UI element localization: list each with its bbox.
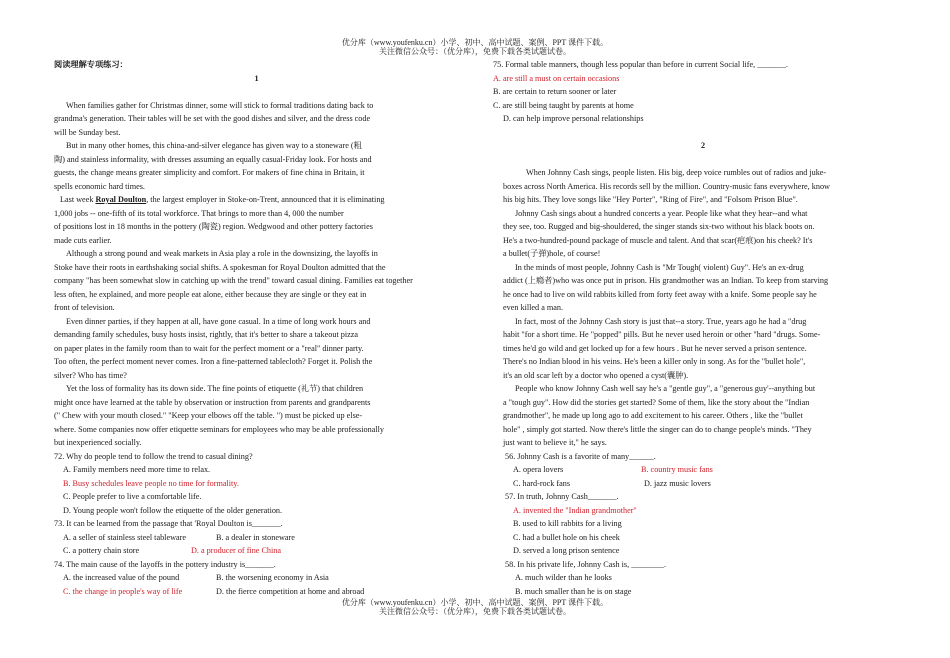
text-line: made cuts earlier. xyxy=(54,235,112,245)
text-line: habit "for a short time. He "popped" pills. But he never used heroin or other "hard "drugs. Some- xyxy=(503,330,821,339)
text-line: addict (上瘾者)who was once put in prison. His grandmother was an Indian. To keep from starving xyxy=(503,276,829,285)
option-a: A. Family members need more time to relax. xyxy=(63,465,211,474)
footer-line-2: 关注微信公众号：（优分库），免费下载各类试题试卷。 xyxy=(379,607,571,616)
text-line: just want to believe it," he says. xyxy=(503,438,607,447)
text-line: grandma's generation. Their tables will be set with the good dishes and silver, and the dress code xyxy=(54,114,371,123)
text-line: When Johnny Cash sings, people listen. His big, deep voice rumbles out of radios and juke- xyxy=(526,168,827,177)
text-line: Yet the loss of formality has its down side. The fine points of etiquette (礼节) that children xyxy=(66,384,364,393)
passage-2-paragraph-3 xyxy=(493,261,873,315)
option-b: B. the worsening economy in Asia xyxy=(216,573,329,582)
text-line: they see, too. Rugged and big-shouldered, the singer stands six-two without his black boots on. xyxy=(503,222,815,231)
text-line: Johnny Cash sings about a hundred concerts a year. People like what they hear--and what xyxy=(515,208,808,218)
question-75 xyxy=(493,58,873,126)
text-line: but inexperienced socially. xyxy=(54,438,142,447)
passage-2-paragraph-4 xyxy=(493,315,873,383)
text-line: Stoke have their roots in earthshaking social shifts. A spokesman for Royal Doulton admitted that the xyxy=(54,262,386,272)
option-a: A. much wilder than he looks xyxy=(515,573,612,582)
text-line: guests, the change means greater simplicity and comfort. For makers of fine china in Britain, it xyxy=(54,168,365,177)
option-a: A. opera lovers xyxy=(513,465,564,474)
text-line: a bullet(子弹)hole, of course! xyxy=(503,249,601,258)
text-line: boxes across North America. His records sell by the million. Country-music fans everywhere, know xyxy=(503,181,830,191)
text-line: Although a strong pound and weak markets in Asia play a role in the downsizing, the layoffs in xyxy=(66,249,378,258)
page-footer xyxy=(0,598,950,616)
text-line: 陶) and stainless informality, with dresses assuming an equally casual-Friday look. For hosts and xyxy=(54,154,372,164)
text-line: hole" , simply got started. Now there's little the singer can do to change people's minds. "They xyxy=(503,424,812,434)
text-line: even killed a man. xyxy=(503,303,564,312)
text-line: his big hits. They love songs like "Hey Porter", "Ring of Fire", and "Folsom Prison Blue". xyxy=(503,195,798,204)
option-b: B. a dealer in stoneware xyxy=(216,532,295,542)
text-line: might once have learned at the table by observation or instruction from parents and grandparents xyxy=(54,397,371,407)
option-row xyxy=(54,531,459,545)
passage-1-paragraph-4 xyxy=(54,247,459,315)
text-line: of positions lost in 18 months in the pottery (陶瓷) region. Wedgwood and other pottery factories xyxy=(54,222,373,231)
option-row xyxy=(493,477,873,491)
text-line: where. Some companies now offer etiquette seminars for employees who may be able professionally xyxy=(54,424,384,434)
question-72 xyxy=(54,450,459,518)
question-stem: 58. In his private life, Johnny Cash is, ________. xyxy=(505,559,667,569)
header-line-1: 优分库（www.youfenku.cn）小学、初中、高中试题、案例、PPT 课件下载。 xyxy=(341,38,609,47)
option-b: B. are certain to return sooner or later xyxy=(493,87,617,96)
option-a-answer: A. are still a must on certain occasions xyxy=(493,73,620,83)
question-74 xyxy=(54,558,459,599)
passage-2-paragraph-2 xyxy=(493,207,873,261)
option-row xyxy=(54,571,459,585)
text-fragment: Last week xyxy=(60,195,96,204)
text-line: will be Sunday best. xyxy=(54,127,121,137)
passage-2-paragraph-5 xyxy=(493,382,873,450)
option-b: B. much smaller than he is on stage xyxy=(515,586,632,596)
text-line: In fact, most of the Johnny Cash story is just that--a story. True, years ago he had a "drug xyxy=(515,316,807,326)
option-d: D. Young people won't follow the etiquette of the older generation. xyxy=(63,505,283,515)
question-stem: 75. Formal table manners, though less popular than before in current Social life, _______. xyxy=(493,60,788,69)
passage-1-paragraph-3 xyxy=(54,193,459,247)
option-a: A. a seller of stainless steel tableware xyxy=(63,532,186,542)
text-line: Too often, the perfect moment never comes. Iron a fine-patterned tablecloth? Forget it. Polish the xyxy=(54,357,373,366)
option-c: C. a pottery chain store xyxy=(63,546,140,555)
text-line: demanding family schedules, busy hosts insist, rightly, that it's better to share a takeout pizza xyxy=(54,330,359,339)
option-row xyxy=(493,463,873,477)
question-stem: 57. In truth, Johnny Cash_______. xyxy=(505,492,619,501)
option-d: D. can help improve personal relationships xyxy=(503,114,644,123)
option-c: C. had a bullet hole on his cheek xyxy=(513,532,620,542)
text-line xyxy=(54,193,459,207)
text-line: silver? Who has time? xyxy=(54,370,127,380)
company-name: Royal Doulton xyxy=(95,195,147,204)
right-column xyxy=(493,58,873,598)
question-56 xyxy=(493,450,873,491)
text-line: Even dinner parties, if they happen at all, have gone casual. In a time of long work hours and xyxy=(66,316,371,326)
question-stem: 73. It can be learned from the passage that 'Royal Doulton is_______. xyxy=(54,519,283,528)
text-line: People who know Johnny Cash well say he's a "gentle guy", a "generous guy'--anything but xyxy=(515,384,816,393)
text-line: times he'd go wild and get locked up for a few hours . But he never served a prison sentence. xyxy=(503,343,807,353)
passage-1-paragraph-6 xyxy=(54,382,459,450)
left-column xyxy=(54,58,459,598)
text-line: on paper plates in the family room than to wait for the perfect moment or a "real" dinner party. xyxy=(54,343,364,353)
passage-1-paragraph-1 xyxy=(54,99,459,140)
option-b-answer: B. country music fans xyxy=(641,465,713,474)
option-a-answer: A. invented the "Indian grandmother" xyxy=(513,505,637,515)
option-row xyxy=(54,585,459,599)
text-line: he once had to live on wild rabbits killed from forty feet away with a knife. Some people say he xyxy=(503,289,817,299)
option-a: A. the increased value of the pound xyxy=(63,573,180,582)
text-line: When families gather for Christmas dinner, some will stick to formal traditions dating back to xyxy=(66,100,374,110)
option-c: C. are still being taught by parents at home xyxy=(493,100,634,110)
text-line: But in many other homes, this china-and-silver elegance has given way to a stoneware (粗 xyxy=(66,141,362,150)
text-line: There's no Indian blood in his veins. He's been a killer only in song. As for the "bullet hole", xyxy=(503,357,806,366)
text-line: spells economic hard times. xyxy=(54,181,145,191)
text-line: company "has been somewhat slow in catching up with the trend" toward casual dining. Families eat together xyxy=(54,276,413,285)
text-line: less often, he explained, and more people eat alone, either because they are single or they eat in xyxy=(54,289,367,299)
text-line: grandmother", he made up long ago to add excitement to his career. Others , like the "bullet xyxy=(503,411,803,420)
option-d-answer: D. a producer of fine China xyxy=(191,546,282,555)
passage-1-paragraph-2 xyxy=(54,139,459,193)
text-line: (" Chew with your mouth closed." "Keep your elbows off the table. ") must be picked up else- xyxy=(54,411,363,420)
option-c: C. hard-rock fans xyxy=(513,478,571,488)
header-line-2: 关注微信公众号：（优分库），免费下载各类试题试卷。 xyxy=(379,47,571,56)
option-c: C. People prefer to live a comfortable life. xyxy=(63,492,202,501)
option-row xyxy=(54,544,459,558)
text-line: 1,000 jobs -- one-fifth of its total workforce. That brings to more than 4, 000 the number xyxy=(54,208,344,218)
text-line: it's an old scar left by a doctor who opened a cyst(囊肿). xyxy=(503,370,689,380)
option-d: D. jazz music lovers xyxy=(644,478,711,488)
text-fragment: , the largest employer in Stoke-on-Trent, announced that it is eliminating xyxy=(146,195,385,204)
option-b-answer: B. Busy schedules leave people no time for formality. xyxy=(63,478,239,488)
text-line: He's a two-hundred-pound package of muscle and talent. And that scar(疤痕)on his cheek? It's xyxy=(503,235,813,245)
option-c-answer: C. the change in people's way of life xyxy=(63,586,183,596)
option-d: D. the fierce competition at home and abroad xyxy=(216,586,365,596)
option-d: D. served a long prison sentence xyxy=(513,546,620,555)
question-stem: 74. The main cause of the layoffs in the pottery industry is_______. xyxy=(54,559,276,569)
section-title: 阅读理解专项练习： xyxy=(54,60,128,69)
question-73 xyxy=(54,517,459,558)
page-header xyxy=(0,38,950,56)
passage-number: 2 xyxy=(700,141,706,150)
question-57 xyxy=(493,490,873,558)
question-stem: 72. Why do people tend to follow the trend to casual dining? xyxy=(54,451,253,461)
passage-number: 1 xyxy=(254,73,259,83)
passage-1-paragraph-5 xyxy=(54,315,459,383)
option-b: B. used to kill rabbits for a living xyxy=(513,519,622,528)
question-58 xyxy=(493,558,873,599)
text-line: In the minds of most people, Johnny Cash is "Mr Tough( violent) Guy". He's an ex-drug xyxy=(515,262,804,272)
text-line: front of television. xyxy=(54,303,115,312)
question-stem: 56. Johnny Cash is a favorite of many______. xyxy=(505,451,656,461)
passage-2-paragraph-1 xyxy=(493,166,873,207)
text-line: a "tough guy". How did the stories get started? Some of them, like the story about the "Indian xyxy=(503,397,810,407)
footer-line-1: 优分库（www.youfenku.cn）小学、初中、高中试题、案例、PPT 课件下载。 xyxy=(341,598,609,607)
